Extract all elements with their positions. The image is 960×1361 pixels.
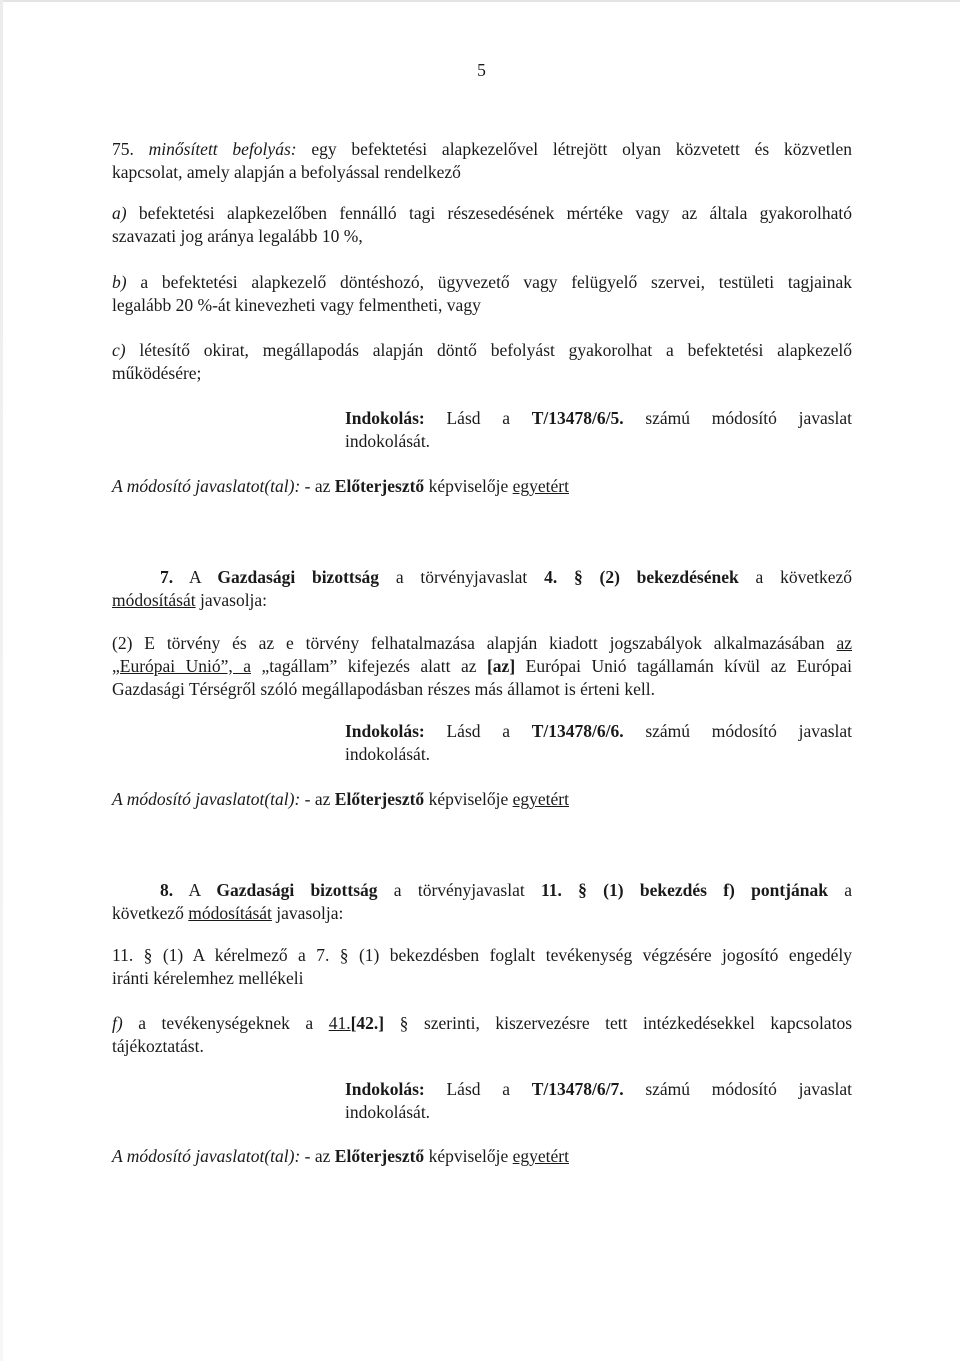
agreement-line-3: A módosító javaslatot(tal): - az Előterjesztő képviselője egyetért: [112, 1146, 569, 1166]
item-7-heading: 7. A Gazdasági bizottság a törvényjavaslat 4. § (2) bekezdésének a következő: [160, 567, 852, 587]
definition-75-line2: kapcsolat, amely alapján a befolyással rendelkező: [112, 162, 461, 182]
definition-75-b-line1: b) a befektetési alapkezelő döntéshozó, ügyvezető vagy felügyelő szervei, testületi tagjainak: [112, 272, 852, 292]
item-8-f-line1: f) a tevékenységeknek a 41.[42.] § szerinti, kiszervezésre tett intézkedésekkel kapcsolatos: [112, 1013, 853, 1033]
reference-number: T/13478/6/7.: [531, 1079, 624, 1099]
justification-line2: indokolását.: [345, 431, 431, 451]
justification-line: Indokolás: Lásd a T/13478/6/5. számú módosító javaslat: [345, 408, 853, 428]
item-7-text-line1: (2) E törvény és az e törvény felhatalmazása alapján kiadott jogszabályok alkalmazásában az: [112, 633, 852, 653]
item-7-heading-line2: módosítását javasolja:: [112, 590, 268, 610]
page-number: 5: [477, 60, 486, 80]
justification-block-5: [345, 407, 852, 453]
definition-75-line1: 75. minősített befolyás: egy befektetési alapkezelővel létrejött olyan közvetett és közvetlen: [112, 139, 852, 159]
definition-75-b-line2: legalább 20 %-át kinevezheti vagy felmentheti, vagy: [112, 295, 481, 315]
justification-line2: indokolását.: [345, 744, 431, 764]
reference-number: T/13478/6/5.: [531, 408, 624, 428]
agreement-line-2: A módosító javaslatot(tal): - az Előterjesztő képviselője egyetért: [112, 789, 569, 809]
justification-block-6: [345, 720, 852, 766]
item-8-text-line2: iránti kérelemhez mellékeli: [112, 968, 304, 988]
scan-edge-left: [0, 0, 3, 1361]
justification-line2: indokolását.: [345, 1102, 431, 1122]
justification-line: Indokolás: Lásd a T/13478/6/7. számú módosító javaslat: [345, 1079, 853, 1099]
agreement-line-1: A módosító javaslatot(tal): - az Előterjesztő képviselője egyetért: [112, 476, 569, 496]
item-7-text-line2: „Európai Unió”, a „tagállam” kifejezés alatt az [az] Európai Unió tagállamán kívül az Európai: [112, 656, 853, 676]
justification-line: Indokolás: Lásd a T/13478/6/6. számú módosító javaslat: [345, 721, 853, 741]
justification-block-7: [345, 1078, 852, 1124]
item-8-f-line2: tájékoztatást.: [112, 1036, 204, 1056]
scan-edge-top: [0, 0, 960, 2]
definition-75-a-line2: szavazati jog aránya legalább 10 %,: [112, 226, 363, 246]
definition-75-c-line2: működésére;: [112, 363, 202, 383]
definition-75-c-line1: c) létesítő okirat, megállapodás alapján döntő befolyást gyakorolhat a befektetési alapkezelő: [112, 340, 852, 360]
defined-term: minősített befolyás:: [148, 139, 297, 159]
item-8-heading-line2: következő módosítását javasolja:: [112, 903, 344, 923]
item-7-text-line3: Gazdasági Térségről szóló megállapodásban részes más államot is érteni kell.: [112, 679, 655, 699]
item-8-text-line1: 11. § (1) A kérelmező a 7. § (1) bekezdésben foglalt tevékenység végzésére jogosító engedély: [112, 945, 852, 965]
definition-75-a-line1: a) befektetési alapkezelőben fennálló tagi részesedésének mértéke vagy az általa gyakorolható: [112, 203, 852, 223]
reference-number: T/13478/6/6.: [531, 721, 624, 741]
item-8-heading: 8. A Gazdasági bizottság a törvényjavaslat 11. § (1) bekezdés f) pontjának a: [160, 880, 852, 900]
